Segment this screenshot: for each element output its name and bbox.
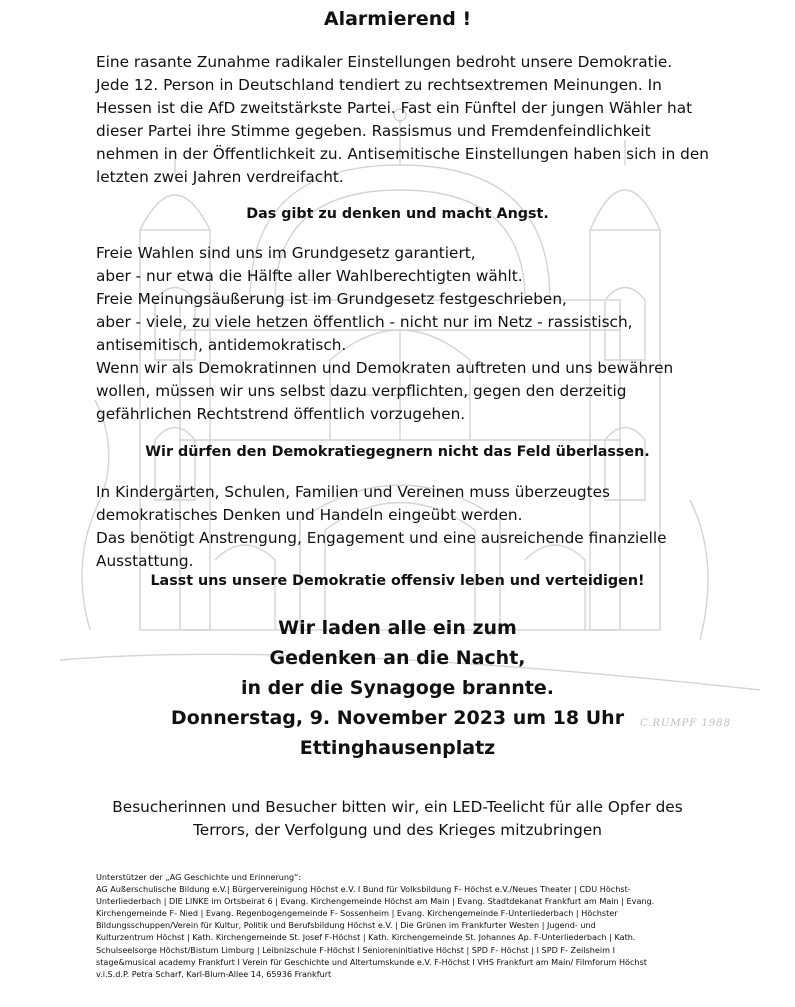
heading-angst: Das gibt zu denken und macht Angst.: [246, 206, 549, 222]
text-line: Besucherinnen und Besucher bitten wir, ein LED-Teelicht für alle Opfer des: [112, 798, 683, 816]
text-line: Eine rasante Zunahme radikaler Einstellungen bedroht unsere Demokratie.: [96, 53, 673, 71]
text-line: Ausstattung.: [96, 552, 194, 570]
text-line: Freie Meinungsäußerung ist im Grundgesetz festgeschrieben,: [96, 290, 567, 308]
text-line: dieser Partei ihre Stimme gegeben. Rassismus und Fremdenfeindlichkeit: [96, 122, 651, 140]
text-line: demokratisches Denken und Handeln eingeübt werden.: [96, 506, 523, 524]
invitation-line: Gedenken an die Nacht,: [269, 647, 526, 669]
text-line: antisemitisch, antidemokratisch.: [96, 336, 347, 354]
event-location: Ettinghausenplatz: [299, 737, 496, 759]
invitation-line: in der die Synagoge brannte.: [241, 677, 554, 699]
supporters-list: [96, 871, 716, 980]
invitation-line: Wir laden alle ein zum: [278, 617, 517, 639]
text-line: Freie Wahlen sind uns im Grundgesetz garantiert,: [96, 244, 476, 262]
text-line: In Kindergärten, Schulen, Familien und Vereinen muss überzeugtes: [96, 483, 611, 501]
supporters-line: stage&musical academy Frankfurt I Verein für Geschichte und Altertumskunde e.V. F-Höchst I VHS Frankfurt am Main/ Filmforum Höchst: [96, 956, 647, 967]
supporters-line: Kulturzentrum Höchst | Kath. Kirchengemeinde St. Josef F-Höchst | Kath. Kirchengemeinde St. Johannes Ap. F-Unterliederbach | Kath.: [96, 932, 636, 943]
text-line: aber - viele, zu viele hetzen öffentlich - nicht nur im Netz - rassistisch,: [96, 313, 633, 331]
text-line: Jede 12. Person in Deutschland tendiert zu rechtsextremen Meinungen. In: [96, 76, 662, 94]
page-title: Alarmierend !: [323, 8, 472, 30]
event-date: Donnerstag, 9. November 2023 um 18 Uhr: [170, 707, 625, 729]
paragraph-elections: [96, 242, 706, 426]
heading-feld: Wir dürfen den Demokratiegegnern nicht das Feld überlassen.: [145, 444, 650, 460]
heading-offensiv: Lasst uns unsere Demokratie offensiv leben und verteidigen!: [150, 573, 645, 589]
sketch-signature: C.RUMPF 1988: [640, 718, 731, 729]
supporters-line: Unterstützer der „AG Geschichte und Erinnerung“:: [96, 872, 302, 882]
text-line: gefährlichen Rechtstrend öffentlich vorzugehen.: [96, 405, 466, 423]
paragraph-intro: [96, 51, 709, 189]
supporters-line: Schulseelsorge Höchst/Bistum Limburg | Leibnizschule F-Höchst I Senioreninitiative Höchst | SPD F- Höchst | I SPD F- Zeilsheim I: [96, 944, 615, 955]
text-line: Hessen ist die AfD zweitstärkste Partei. Fast ein Fünftel der jungen Wähler hat: [96, 99, 693, 117]
supporters-line: Kirchengemeinde F- Nied | Evang. Regenbogengemeinde F- Sossenheim | Evang. Kirchengemeinde F-Unterliederbach | Höchster: [96, 908, 618, 919]
supporters-line: AG Außerschulische Bildung e.V.| Bürgervereinigung Höchst e.V. I Bund für Volksbildung F- Höchst e.V./Neues Theater | CDU Höchst-: [96, 884, 631, 895]
text-line: nehmen in der Öffentlichkeit zu. Antisemitische Einstellungen haben sich in den: [96, 145, 709, 163]
text-line: letzten zwei Jahren verdreifacht.: [96, 168, 344, 186]
supporters-line: Bildungsschuppen/Verein für Kultur, Politik und Berufsbildung Höchst e.V. | Die Grünen im Frankfurter Westen | Jugend- und: [96, 920, 596, 931]
imprint: v.i.S.d.P. Petra Scharf, Karl-Blum-Allee 14, 65936 Frankfurt: [96, 968, 332, 979]
text-line: wollen, müssen wir uns selbst dazu verpflichten, gegen den derzeitig: [96, 382, 627, 400]
paragraph-education: [96, 481, 706, 573]
invitation-block: [0, 613, 795, 763]
text-line: aber - nur etwa die Hälfte aller Wahlberechtigten wählt.: [96, 267, 523, 285]
text-line: Terrors, der Verfolgung und des Krieges mitzubringen: [193, 821, 602, 839]
text-line: Wenn wir als Demokratinnen und Demokraten auftreten und uns bewähren: [96, 359, 674, 377]
supporters-line: Unterliederbach | DIE LINKE im Ortsbeirat 6 | Evang. Kirchengemeinde Höchst am Main | Evang. Stadtdekanat Frankfurt am Main | Evang.: [96, 896, 655, 907]
text-line: Das benötigt Anstrengung, Engagement und eine ausreichende finanzielle: [96, 529, 667, 547]
visitors-note: [0, 796, 795, 842]
